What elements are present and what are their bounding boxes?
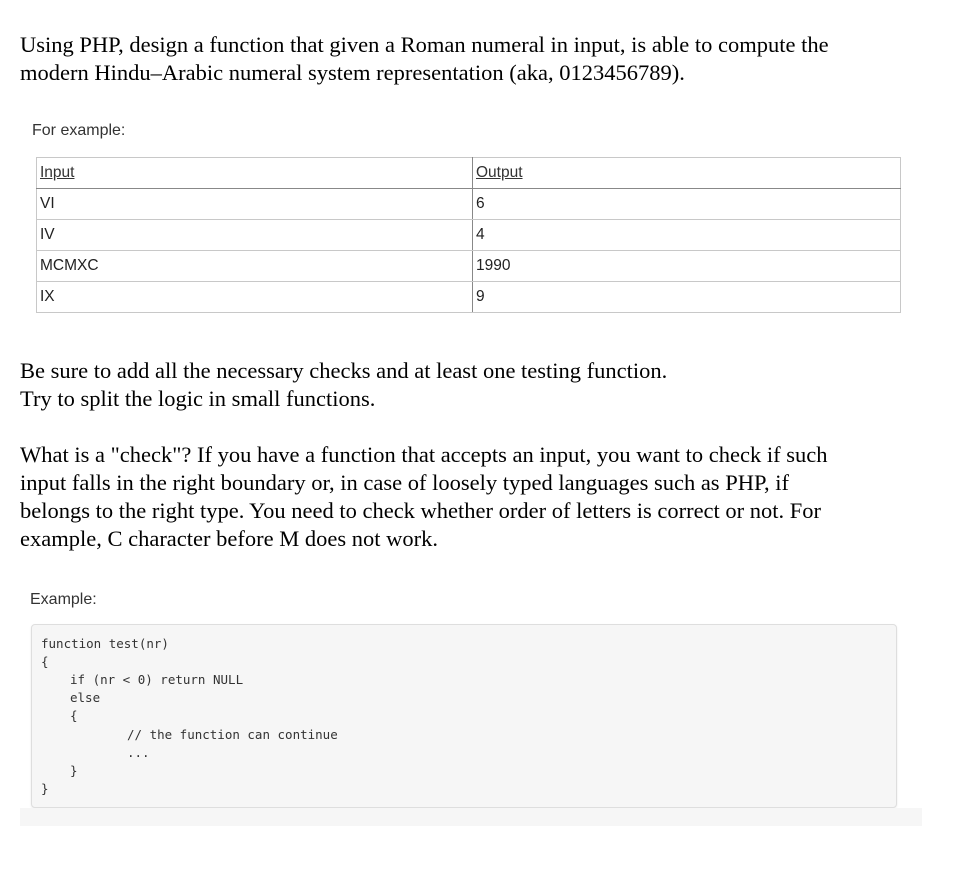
what-is-check-paragraph: [20, 441, 910, 553]
table-row: [37, 251, 901, 282]
code-comment-line: // the function can continue: [127, 727, 338, 742]
code-line: }: [41, 781, 49, 796]
output-cell: 6: [473, 189, 901, 220]
code-ellipsis-line: ...: [127, 745, 150, 760]
output-cell: 4: [473, 220, 901, 251]
intro-line-2: modern Hindu–Arabic numeral system representation (aka, 0123456789).: [20, 60, 685, 85]
table-header-row: [37, 158, 901, 189]
what-check-line-2: input falls in the right boundary or, in case of loosely typed languages such as PHP, if: [20, 470, 789, 495]
input-cell: IV: [37, 220, 473, 251]
checks-paragraph: [20, 357, 920, 413]
code-line: function test(nr): [41, 636, 169, 651]
code-line: if (nr < 0) return NULL: [70, 672, 244, 687]
table-row: [37, 220, 901, 251]
output-cell: 1990: [473, 251, 901, 282]
table-row: [37, 282, 901, 313]
roman-numeral-example-table: [36, 157, 901, 313]
input-cell: VI: [37, 189, 473, 220]
checks-line-2: Try to split the logic in small functions.: [20, 386, 376, 411]
code-block-bottom-strip: [20, 808, 922, 826]
code-line: else: [70, 690, 101, 705]
intro-paragraph: [20, 31, 920, 87]
table-row: [37, 189, 901, 220]
example-label: Example:: [30, 591, 97, 608]
input-cell: MCMXC: [37, 251, 473, 282]
checks-line-1: Be sure to add all the necessary checks and at least one testing function.: [20, 358, 668, 383]
input-cell: IX: [37, 282, 473, 313]
for-example-label: For example:: [32, 122, 126, 139]
intro-line-1: Using PHP, design a function that given a Roman numeral in input, is able to compute the: [20, 32, 829, 57]
what-check-line-1: What is a "check"? If you have a function that accepts an input, you want to check if such: [20, 442, 828, 467]
code-block: [31, 624, 897, 808]
input-column-header: Input: [37, 158, 473, 189]
code-line: }: [70, 763, 78, 778]
code-line: {: [70, 708, 78, 723]
output-column-header: Output: [473, 158, 901, 189]
what-check-line-3: belongs to the right type. You need to check whether order of letters is correct or not. For: [20, 498, 822, 523]
what-check-line-4: example, C character before M does not work.: [20, 526, 438, 551]
output-cell: 9: [473, 282, 901, 313]
code-line: {: [41, 654, 49, 669]
